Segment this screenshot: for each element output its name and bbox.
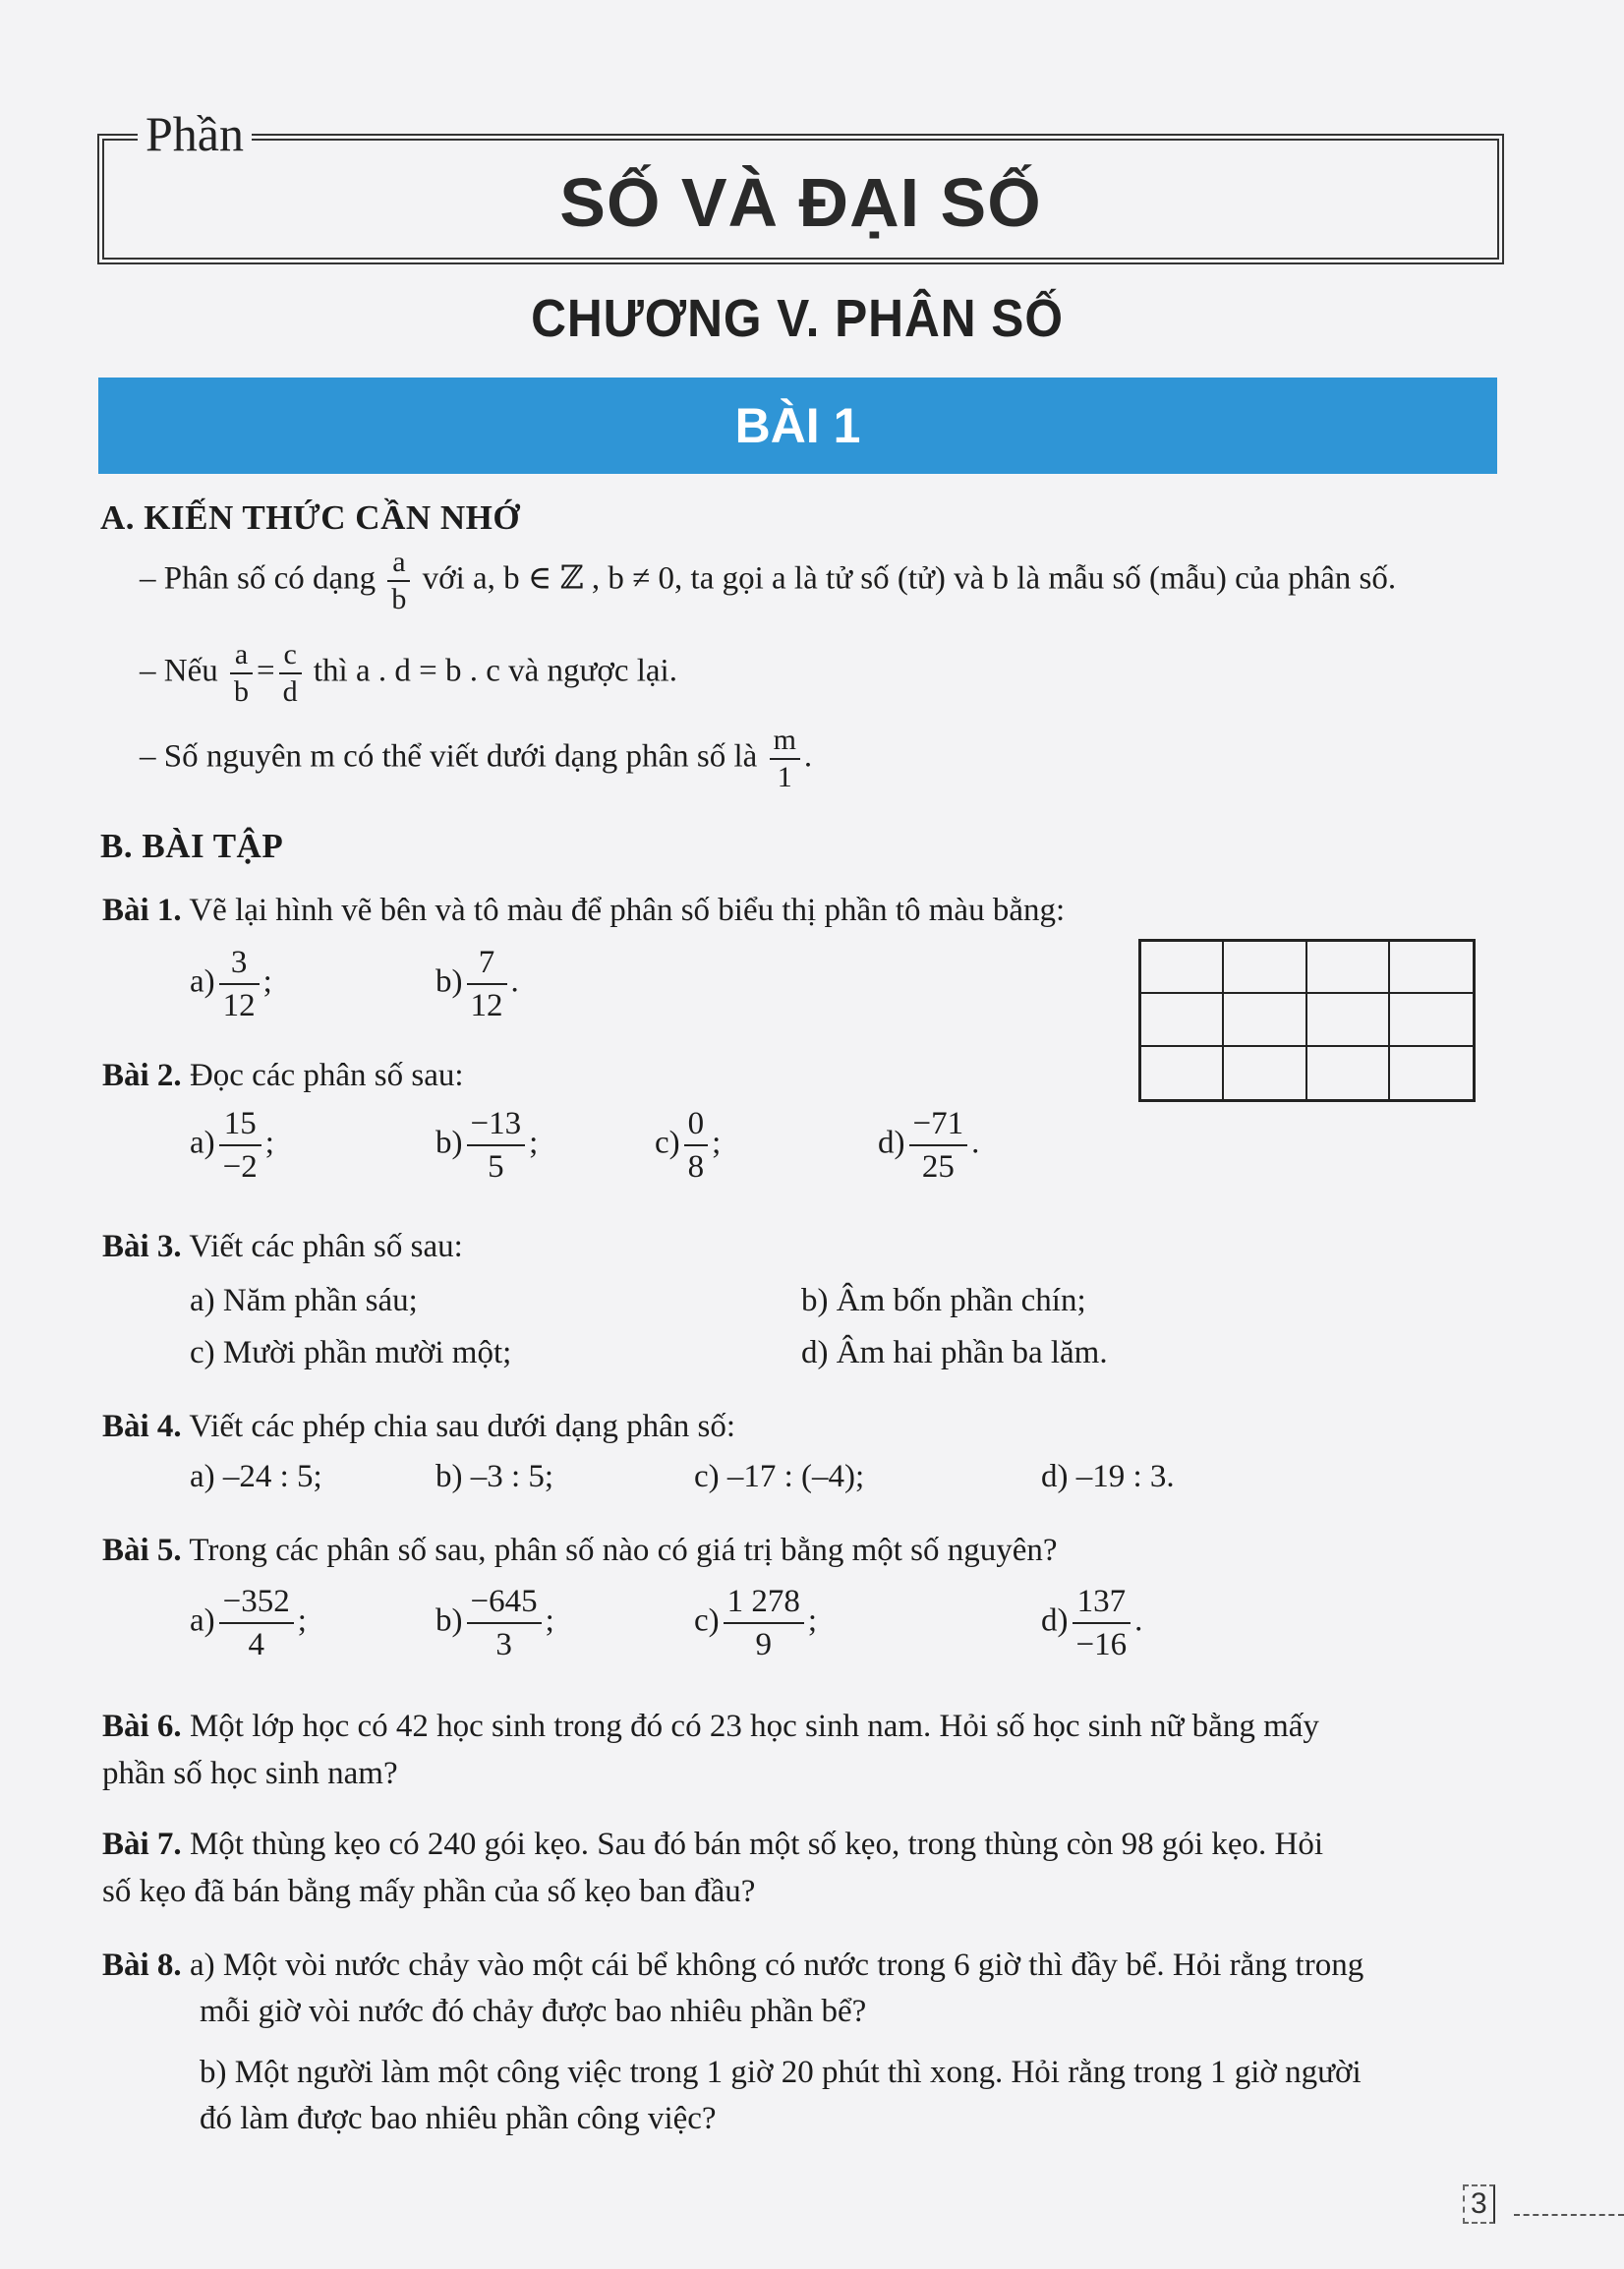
- grid-cell: [1224, 942, 1306, 994]
- exercise-8-part-a-line-1: Bài 8. a) Một vòi nước chảy vào một cái bể không có nước trong 6 giờ thì đầy bể. Hỏi rằng trong: [102, 1948, 1364, 1983]
- knowledge-line-3: – Số nguyên m có thể viết dưới dạng phân số là $\frac{m}{1}$ .: [140, 724, 813, 793]
- exercise-3-option-c: c) Mười phần mười một;: [190, 1335, 512, 1370]
- exercise-2-option-c: c) $\frac{0}{8}$ ;: [655, 1103, 721, 1188]
- grid-cell: [1390, 994, 1473, 1046]
- grid-cell: [1224, 994, 1306, 1046]
- grid-cell: [1307, 942, 1390, 994]
- exercise-5-prompt: Bài 5. Trong các phân số sau, phân số nào có giá trị bằng một số nguyên?: [102, 1533, 1058, 1568]
- grid-cell: [1307, 1047, 1390, 1099]
- chapter-title: CHƯƠNG V. PHÂN SỐ: [531, 289, 1064, 348]
- exercise-7-line-2: số kẹo đã bán bằng mấy phần của số kẹo ban đầu?: [102, 1874, 756, 1909]
- exercise-4-option-c: c) –17 : (–4);: [694, 1459, 865, 1494]
- exercise-8-part-a-line-2: mỗi giờ vòi nước đó chảy được bao nhiêu phần bể?: [200, 1994, 867, 2029]
- exercise-5-option-d: d) $\frac{137}{-16}$ .: [1041, 1581, 1142, 1665]
- exercise-3-option-d: d) Âm hai phần ba lăm.: [801, 1335, 1108, 1370]
- exercise-2-option-a: a) $\frac{15}{-2}$ ;: [190, 1103, 274, 1188]
- section-b-title: B. BÀI TẬP: [100, 827, 284, 865]
- exercise-2-option-b: b) $\frac{-13}{5}$ ;: [435, 1103, 538, 1188]
- grid-figure-3x4: [1138, 939, 1476, 1102]
- knowledge-line-1: – Phân số có dạng $\frac{a}{b}$ với a, b ∈ ℤ , b ≠ 0, ta gọi a là tử số (tử) và b là mẫu số (mẫu) của phân số.: [140, 546, 1397, 615]
- grid-cell: [1141, 1047, 1224, 1099]
- exercise-8-part-b-line-1: b) Một người làm một công việc trong 1 giờ 20 phút thì xong. Hỏi rằng trong 1 giờ người: [200, 2055, 1362, 2090]
- exercise-3-prompt: Bài 3. Viết các phân số sau:: [102, 1229, 463, 1264]
- exercise-6-line-1: Bài 6. Một lớp học có 42 học sinh trong đó có 23 học sinh nam. Hỏi số học sinh nữ bằng mấy: [102, 1709, 1319, 1744]
- fraction-a-b: $\frac{a}{b}$: [230, 637, 253, 710]
- exercise-5-option-a: a) $\frac{-352}{4}$ ;: [190, 1581, 307, 1665]
- knowledge-line-2: – Nếu $\frac{a}{b}$ = $\frac{c}{d}$ thì a . d = b . c và ngược lại.: [140, 638, 677, 708]
- exercise-1-option-b: b) $\frac{7}{12}$ .: [435, 942, 519, 1026]
- exercise-4-option-d: d) –19 : 3.: [1041, 1459, 1175, 1494]
- exercise-3-option-a: a) Năm phần sáu;: [190, 1283, 418, 1318]
- page-number: 3: [1463, 2184, 1495, 2224]
- grid-cell: [1390, 1047, 1473, 1099]
- fraction-a-b: $\frac{a}{b}$: [387, 545, 410, 617]
- exercise-2-prompt: Bài 2. Đọc các phân số sau:: [102, 1058, 464, 1093]
- page-number-divider: [1514, 2214, 1624, 2216]
- exercise-1-option-a: a) $\frac{3}{12}$ ;: [190, 942, 272, 1026]
- grid-cell: [1224, 1047, 1306, 1099]
- exercise-2-option-d: d) $\frac{-71}{25}$ .: [878, 1103, 979, 1188]
- exercise-5-option-b: b) $\frac{-645}{3}$ ;: [435, 1581, 554, 1665]
- grid-cell: [1307, 994, 1390, 1046]
- exercise-8-part-b-line-2: đó làm được bao nhiêu phần công việc?: [200, 2101, 717, 2136]
- exercise-4-prompt: Bài 4. Viết các phép chia sau dưới dạng phân số:: [102, 1409, 736, 1444]
- grid-cell: [1390, 942, 1473, 994]
- lesson-title: BÀI 1: [734, 398, 861, 453]
- grid-cell: [1141, 942, 1224, 994]
- exercise-4-option-a: a) –24 : 5;: [190, 1459, 322, 1494]
- exercise-3-option-b: b) Âm bốn phần chín;: [801, 1283, 1086, 1318]
- exercise-6-line-2: phần số học sinh nam?: [102, 1756, 398, 1791]
- grid-cell: [1141, 994, 1224, 1046]
- part-title: SỐ VÀ ĐẠI SỐ: [559, 164, 1042, 241]
- exercise-5-option-c: c) $\frac{1 278}{9}$ ;: [694, 1581, 817, 1665]
- fraction-c-d: $\frac{c}{d}$: [279, 637, 302, 710]
- section-a-title: A. KIẾN THỨC CẦN NHỚ: [100, 498, 521, 537]
- part-label: Phần: [138, 106, 252, 161]
- exercise-4-option-b: b) –3 : 5;: [435, 1459, 554, 1494]
- exercise-1-prompt: Bài 1. Vẽ lại hình vẽ bên và tô màu để phân số biểu thị phần tô màu bằng:: [102, 893, 1066, 928]
- exercise-7-line-1: Bài 7. Một thùng kẹo có 240 gói kẹo. Sau đó bán một số kẹo, trong thùng còn 98 gói kẹo. Hỏi: [102, 1827, 1323, 1862]
- fraction-m-1: $\frac{m}{1}$: [770, 723, 800, 795]
